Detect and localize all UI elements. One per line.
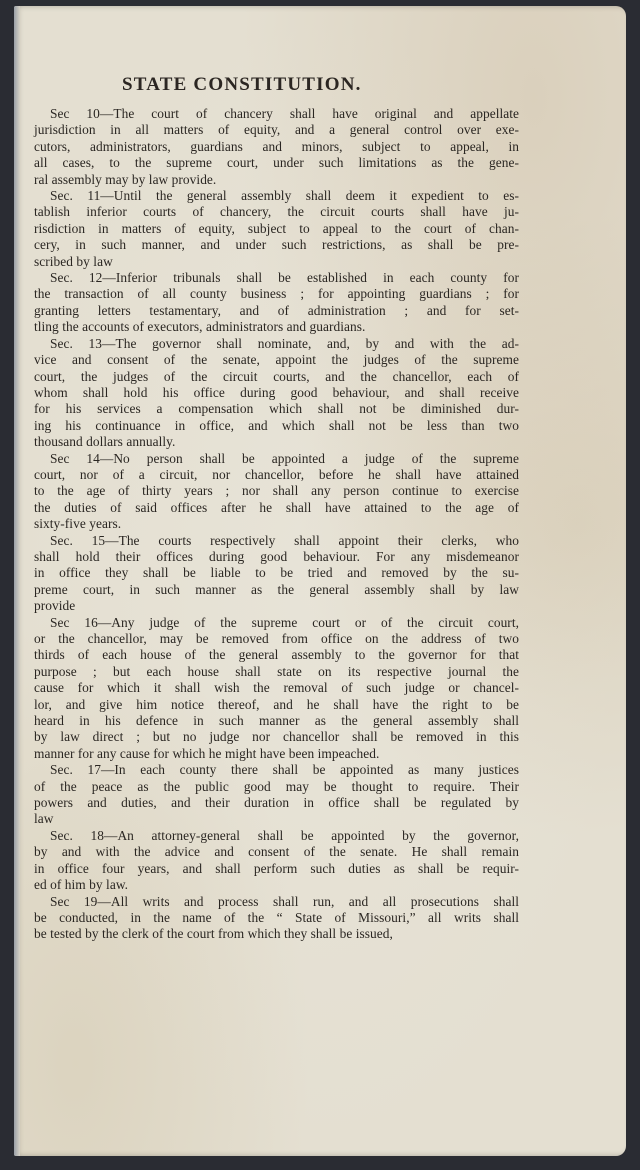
text-line: Sec. 13—The governor shall nominate, and, by and with the ad- bbox=[50, 335, 519, 351]
text-line: by and with the advice and consent of the senate. He shall remain bbox=[34, 844, 519, 860]
text-line: be conducted, in the name of the “ State of Missouri,” all writs shall bbox=[34, 909, 519, 925]
text-line: powers and duties, and their duration in office shall be regulated by bbox=[34, 795, 519, 811]
text-line: Sec. 12—Inferior tribunals shall be established in each county for bbox=[50, 270, 519, 286]
text-line: scribed by law bbox=[34, 253, 113, 269]
text-line: in office they shall be liable to be tried and removed by the su- bbox=[34, 565, 519, 581]
text-line: vice and consent of the senate, appoint the judges of the supreme bbox=[34, 352, 519, 368]
text-line: to the age of thirty years ; nor shall any person continue to exercise bbox=[34, 483, 519, 499]
section-sec-12 bbox=[34, 270, 519, 336]
book-page bbox=[14, 6, 626, 1156]
text-line: shall hold their offices during good behaviour. For any misdemeanor bbox=[34, 548, 519, 564]
section-sec-15 bbox=[34, 533, 519, 615]
text-line: or the chancellor, may be removed from office on the address of two bbox=[34, 631, 519, 646]
constitution-text bbox=[34, 106, 519, 943]
text-line: heard in his defence in such manner as the general assembly shall bbox=[34, 713, 519, 729]
text-line: ral assembly may by law provide. bbox=[34, 171, 217, 187]
section-sec-16 bbox=[34, 615, 519, 763]
text-line: Sec 19—All writs and process shall run, and all prosecutions shall bbox=[50, 893, 519, 909]
text-line: thousand dollars annually. bbox=[34, 434, 176, 450]
text-line: court, nor of a circuit, nor chancellor, before he shall have attained bbox=[34, 466, 519, 482]
text-line: Sec. 17—In each county there shall be appointed as many justices bbox=[50, 762, 519, 778]
text-line: be tested by the clerk of the court from which they shall be issued, bbox=[34, 926, 393, 942]
text-line: cery, in such manner, and under such restrictions, as shall be pre- bbox=[34, 237, 519, 253]
text-line: by law direct ; but no judge nor chancellor shall be removed in this bbox=[34, 729, 519, 745]
text-line: in office four years, and shall perform such duties as shall be requir- bbox=[34, 860, 519, 876]
text-line: jurisdiction in all matters of equity, and a general control over exe- bbox=[34, 122, 519, 138]
text-line: the transaction of all county business ; for appointing guardians ; for bbox=[34, 286, 519, 302]
text-line: Sec 10—The court of chancery shall have original and appellate bbox=[50, 106, 519, 121]
text-line: of the peace as the public good may be thought to require. Their bbox=[34, 778, 519, 794]
text-line: court, the judges of the circuit courts, and the chancellor, each of bbox=[34, 368, 519, 384]
text-line: ed of him by law. bbox=[34, 877, 129, 893]
text-line: Sec. 18—An attorney-general shall be appointed by the governor, bbox=[50, 827, 519, 843]
text-line: purpose ; but each house shall state on its respective journal the bbox=[34, 663, 519, 679]
text-line: all cases, to the supreme court, under such limitations as the gene- bbox=[34, 155, 519, 171]
text-line: Sec. 11—Until the general assembly shall deem it expedient to es- bbox=[50, 188, 519, 204]
text-line: whom shall hold his office during good behaviour, and shall receive bbox=[34, 384, 519, 400]
section-sec-18 bbox=[34, 828, 519, 894]
section-sec-17 bbox=[34, 762, 519, 828]
text-line: the duties of said offices after he shall have attained to the age of bbox=[34, 499, 519, 515]
section-sec-14 bbox=[34, 451, 519, 533]
text-line: Sec. 15—The courts respectively shall appoint their clerks, who bbox=[50, 532, 519, 548]
text-line: risdiction in matters of equity, subject to appeal to the court of chan- bbox=[34, 220, 519, 236]
text-line: Sec 16—Any judge of the supreme court or of the circuit court, bbox=[50, 614, 519, 630]
text-line: tling the accounts of executors, administrators and guardians. bbox=[34, 319, 366, 335]
page-content bbox=[34, 62, 519, 943]
text-line: manner for any cause for which he might have been impeached. bbox=[34, 745, 380, 761]
text-line: thirds of each house of the general assembly to the governor for that bbox=[34, 647, 519, 663]
text-line: tablish inferior courts of chancery, the circuit courts shall have ju- bbox=[34, 204, 519, 220]
text-line: for his services a compensation which shall not be diminished dur- bbox=[34, 401, 519, 417]
text-line: ing his continuance in office, and which shall not be less than two bbox=[34, 417, 519, 433]
text-line: granting letters testamentary, and of administration ; and for set- bbox=[34, 302, 519, 318]
page-title: STATE CONSTITUTION. bbox=[122, 74, 362, 95]
section-sec-11 bbox=[34, 188, 519, 270]
text-line: sixty-five years. bbox=[34, 516, 122, 532]
text-line: cause for which it shall wish the removal of such judge or chancel- bbox=[34, 680, 519, 696]
binding-edge bbox=[14, 6, 20, 1156]
text-line: Sec 14—No person shall be appointed a judge of the supreme bbox=[50, 450, 519, 466]
text-line: cutors, administrators, guardians and minors, subject to appeal, in bbox=[34, 138, 519, 154]
section-sec-10 bbox=[34, 106, 519, 188]
text-line: provide bbox=[34, 598, 76, 614]
section-sec-13 bbox=[34, 336, 519, 451]
section-sec-19 bbox=[34, 894, 519, 943]
text-line: law bbox=[34, 811, 54, 827]
text-line: lor, and give him notice thereof, and he shall have the right to be bbox=[34, 696, 519, 712]
text-line: preme court, in such manner as the general assembly shall by law bbox=[34, 581, 519, 597]
